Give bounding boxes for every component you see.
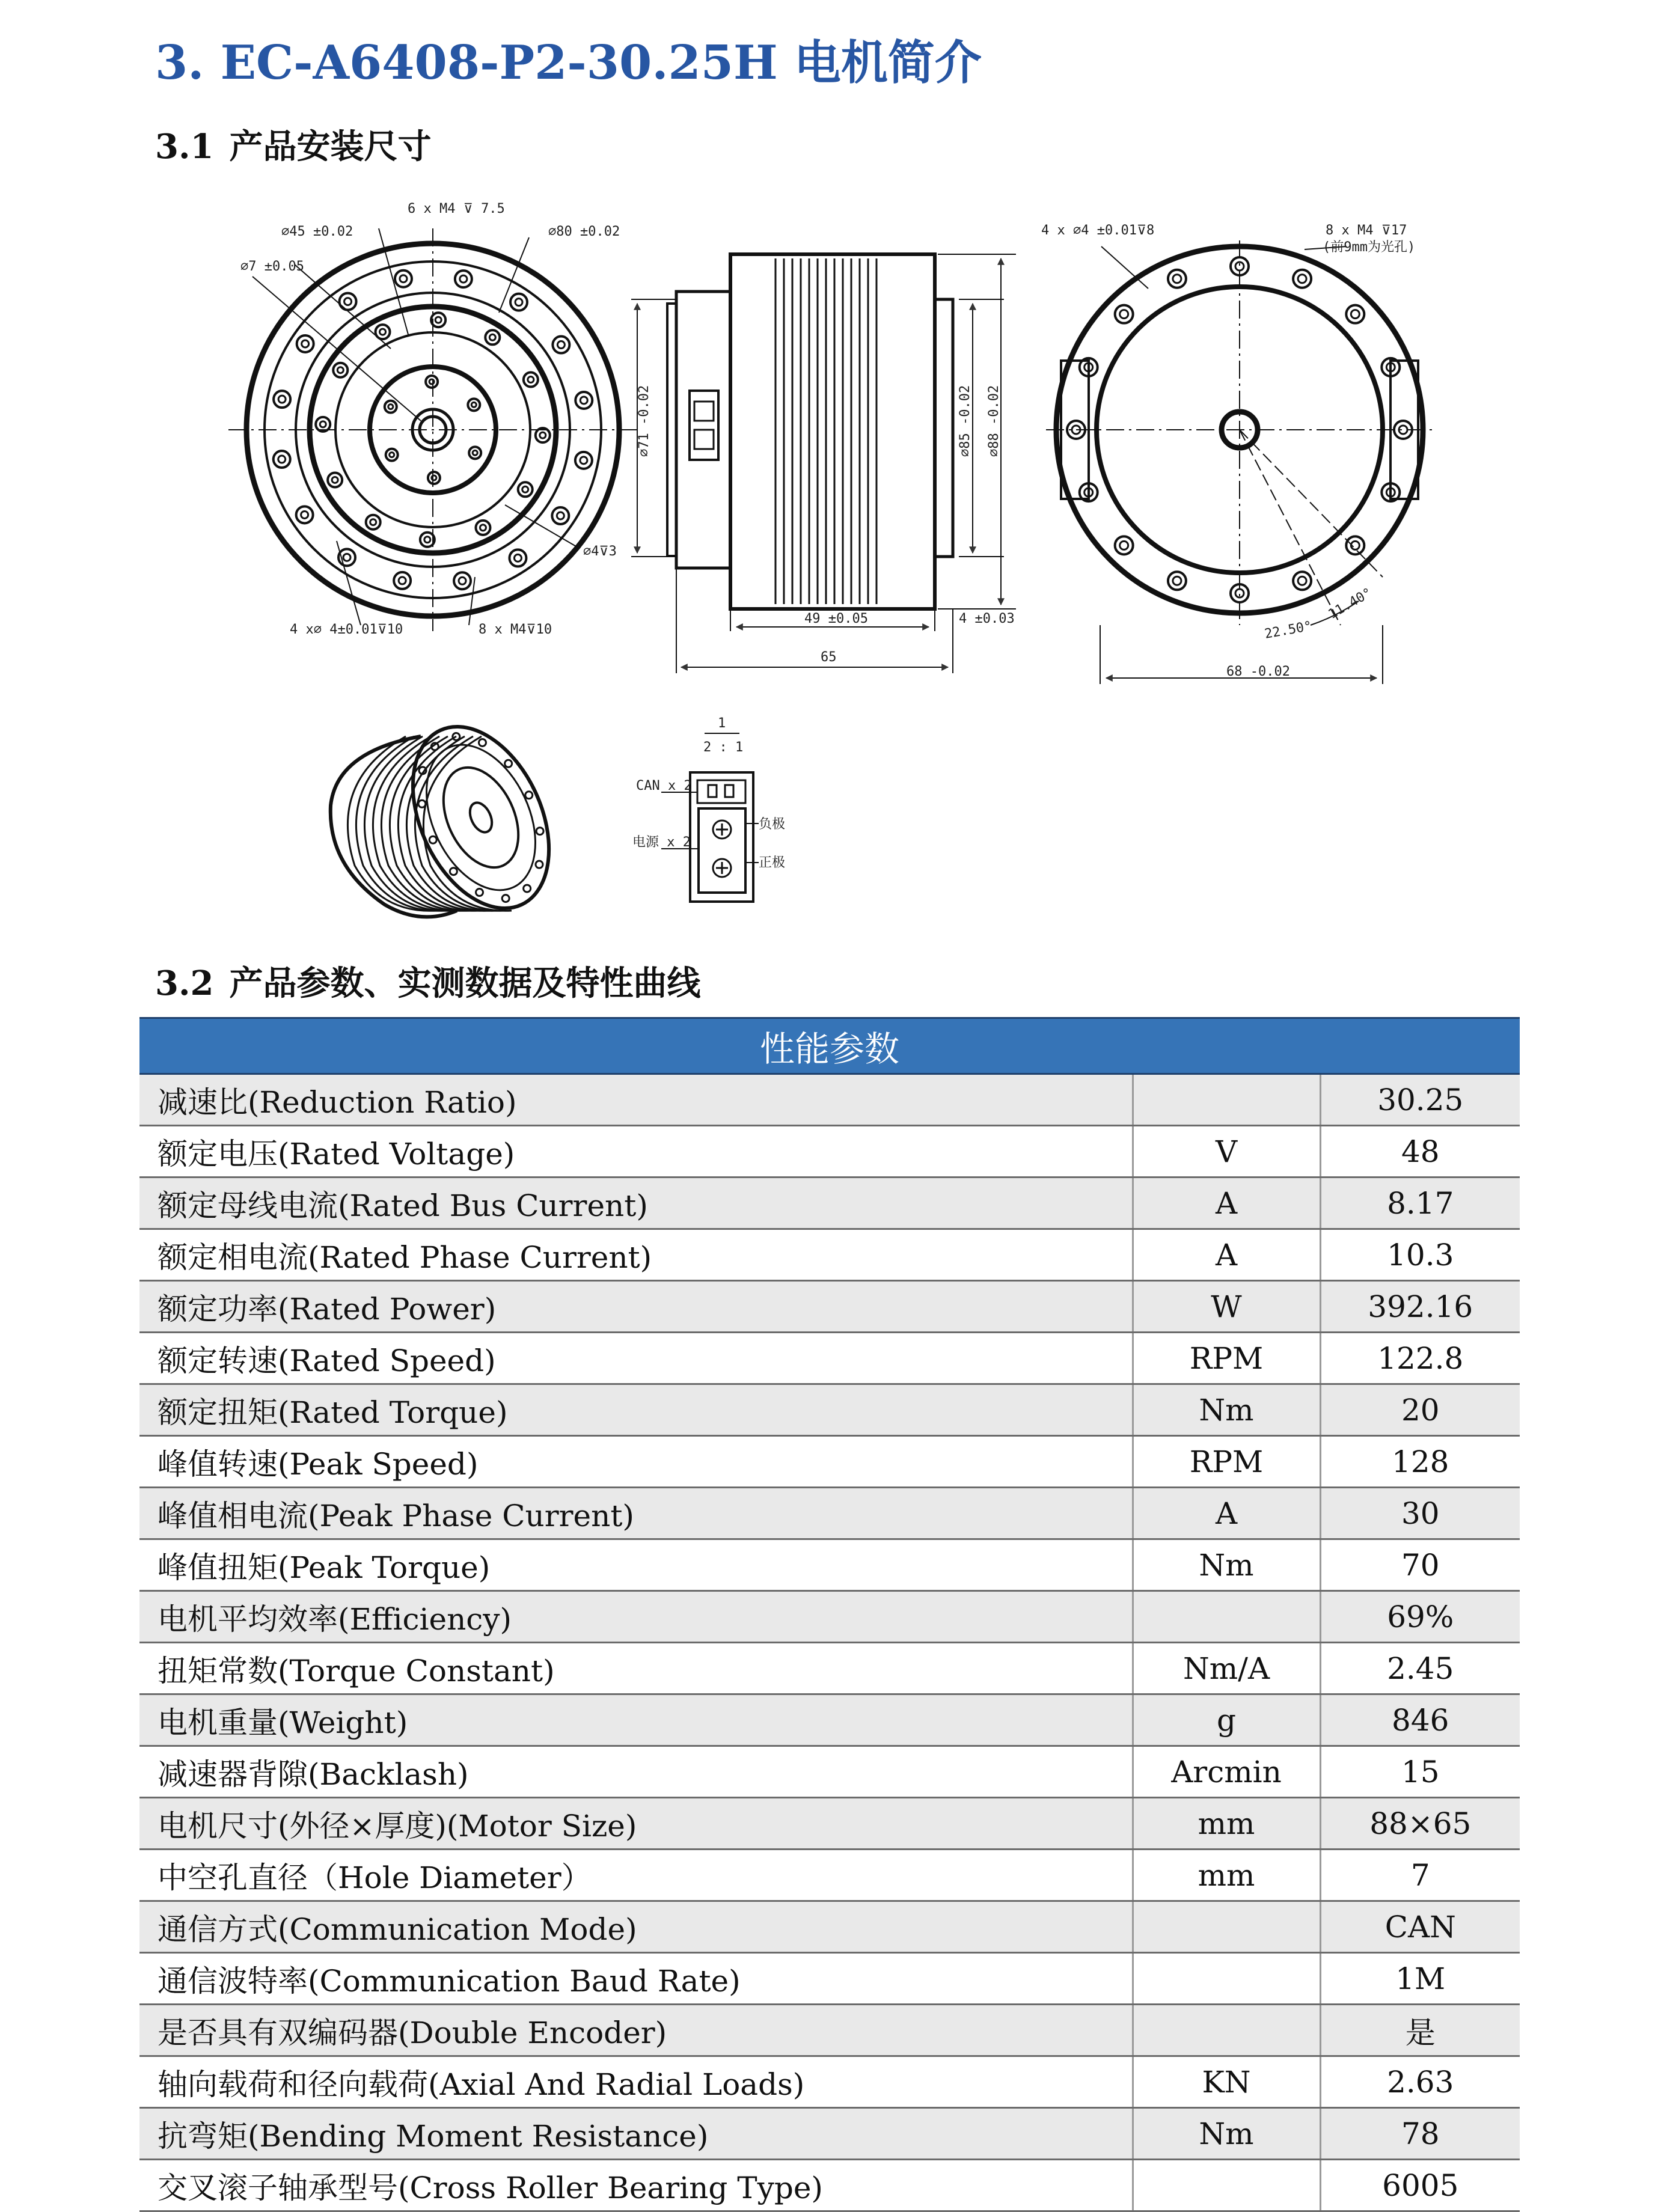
connector-detail-drawing xyxy=(661,733,759,902)
param-name-cell: 额定电压(Rated Voltage) xyxy=(139,1126,1133,1178)
table-row xyxy=(139,1850,1520,1901)
param-value-cell: 8.17 xyxy=(1320,1178,1520,1229)
table-row xyxy=(139,1126,1520,1178)
svg-text:2 : 1: 2 : 1 xyxy=(703,740,744,755)
param-unit-cell: g xyxy=(1133,1694,1320,1746)
front-view-labels xyxy=(240,201,620,637)
param-unit-cell: A xyxy=(1133,1488,1320,1539)
param-value-cell: 69% xyxy=(1320,1591,1520,1643)
param-name-cell: 减速器背隙(Backlash) xyxy=(139,1746,1133,1798)
param-name-cell: 电机尺寸(外径×厚度)(Motor Size) xyxy=(139,1798,1133,1850)
param-name-cell: 额定相电流(Rated Phase Current) xyxy=(139,1229,1133,1281)
param-unit-cell xyxy=(1133,1591,1320,1643)
svg-text:CAN x 2: CAN x 2 xyxy=(636,778,692,793)
param-unit-cell xyxy=(1133,2160,1320,2211)
param-name-cell: 电机重量(Weight) xyxy=(139,1694,1133,1746)
param-value-cell: 6005 xyxy=(1320,2160,1520,2211)
param-unit-cell: Nm/A xyxy=(1133,1643,1320,1694)
installation-drawings xyxy=(0,180,1658,956)
svg-text:⌀4⊽3: ⌀4⊽3 xyxy=(583,544,617,559)
param-name-cell: 减速比(Reduction Ratio) xyxy=(139,1074,1133,1126)
param-name-cell: 峰值扭矩(Peak Torque) xyxy=(139,1539,1133,1591)
param-value-cell: 15 xyxy=(1320,1746,1520,1798)
param-value-cell: 88×65 xyxy=(1320,1798,1520,1850)
param-unit-cell: Nm xyxy=(1133,1539,1320,1591)
param-value-cell: 70 xyxy=(1320,1539,1520,1591)
table-row xyxy=(139,1488,1520,1539)
table-row xyxy=(139,1229,1520,1281)
svg-text:22.50°: 22.50° xyxy=(1263,619,1314,642)
svg-text:⌀71 -0.02: ⌀71 -0.02 xyxy=(637,385,652,457)
section-heading-installation xyxy=(155,120,431,168)
param-value-cell: 846 xyxy=(1320,1694,1520,1746)
param-value-cell: 122.8 xyxy=(1320,1333,1520,1384)
param-value-cell: 30.25 xyxy=(1320,1074,1520,1126)
svg-text:65: 65 xyxy=(821,650,837,665)
param-unit-cell xyxy=(1133,1901,1320,1953)
table-row xyxy=(139,1901,1520,1953)
rear-view-drawing xyxy=(1046,240,1437,684)
param-unit-cell: A xyxy=(1133,1229,1320,1281)
table-row xyxy=(139,1384,1520,1436)
param-unit-cell: V xyxy=(1133,1126,1320,1178)
section-number: 3.1 xyxy=(155,127,214,167)
param-unit-cell: KN xyxy=(1133,2056,1320,2108)
table-row xyxy=(139,1539,1520,1591)
section-heading-parameters xyxy=(155,957,700,1005)
svg-text:4 x⌀ 4±0.01⊽10: 4 x⌀ 4±0.01⊽10 xyxy=(290,622,403,637)
svg-text:8 x M4 ⊽17: 8 x M4 ⊽17 xyxy=(1326,223,1407,238)
svg-text:电源 x 2: 电源 x 2 xyxy=(632,835,691,850)
table-row xyxy=(139,1798,1520,1850)
svg-text:1: 1 xyxy=(718,716,726,731)
svg-text:⌀45 ±0.02: ⌀45 ±0.02 xyxy=(281,224,353,239)
svg-text:6 x M4 ⊽ 7.5: 6 x M4 ⊽ 7.5 xyxy=(408,201,505,216)
param-name-cell: 峰值转速(Peak Speed) xyxy=(139,1436,1133,1488)
table-row xyxy=(139,2056,1520,2108)
table-row xyxy=(139,2160,1520,2211)
table-body xyxy=(139,1074,1520,2211)
param-name-cell: 额定扭矩(Rated Torque) xyxy=(139,1384,1133,1436)
svg-text:正极: 正极 xyxy=(759,855,786,870)
isometric-view-drawing xyxy=(331,705,576,930)
param-unit-cell: Nm xyxy=(1133,1384,1320,1436)
param-value-cell: 7 xyxy=(1320,1850,1520,1901)
table-row xyxy=(139,1281,1520,1333)
param-name-cell: 是否具有双编码器(Double Encoder) xyxy=(139,2005,1133,2056)
svg-text:11.40°: 11.40° xyxy=(1326,585,1375,623)
table-row xyxy=(139,2108,1520,2160)
param-unit-cell: RPM xyxy=(1133,1333,1320,1384)
param-name-cell: 通信波特率(Communication Baud Rate) xyxy=(139,1953,1133,2005)
param-name-cell: 电机平均效率(Efficiency) xyxy=(139,1591,1133,1643)
table-row xyxy=(139,1746,1520,1798)
svg-text:⌀7 ±0.05: ⌀7 ±0.05 xyxy=(240,259,304,274)
front-view-drawing xyxy=(228,228,637,631)
param-value-cell: 20 xyxy=(1320,1384,1520,1436)
table-row xyxy=(139,1178,1520,1229)
param-unit-cell: W xyxy=(1133,1281,1320,1333)
param-name-cell: 通信方式(Communication Mode) xyxy=(139,1901,1133,1953)
svg-text:8 x M4⊽10: 8 x M4⊽10 xyxy=(479,622,552,637)
param-name-cell: 额定母线电流(Rated Bus Current) xyxy=(139,1178,1133,1229)
param-value-cell: 1M xyxy=(1320,1953,1520,2005)
param-unit-cell: A xyxy=(1133,1178,1320,1229)
table-row xyxy=(139,1436,1520,1488)
param-unit-cell xyxy=(1133,1953,1320,2005)
section-title: 产品参数、实测数据及特性曲线 xyxy=(229,964,701,1003)
svg-text:68 -0.02: 68 -0.02 xyxy=(1226,664,1290,679)
page-heading: 3. EC-A6408-P2-30.25H 电机简介 xyxy=(155,35,982,90)
param-value-cell: 392.16 xyxy=(1320,1281,1520,1333)
table-row xyxy=(139,1694,1520,1746)
svg-text:(前9mm为光孔): (前9mm为光孔) xyxy=(1323,240,1416,255)
table-header: 性能参数 xyxy=(139,1018,1520,1074)
table-row xyxy=(139,1333,1520,1384)
param-value-cell: 78 xyxy=(1320,2108,1520,2160)
param-name-cell: 轴向载荷和径向载荷(Axial And Radial Loads) xyxy=(139,2056,1133,2108)
param-value-cell: 10.3 xyxy=(1320,1229,1520,1281)
param-name-cell: 交叉滚子轴承型号(Cross Roller Bearing Type) xyxy=(139,2160,1133,2211)
table-row xyxy=(139,1953,1520,2005)
table-row xyxy=(139,1591,1520,1643)
param-unit-cell: Arcmin xyxy=(1133,1746,1320,1798)
param-value-cell: 2.63 xyxy=(1320,2056,1520,2108)
param-name-cell: 中空孔直径（Hole Diameter） xyxy=(139,1850,1133,1901)
param-name-cell: 额定功率(Rated Power) xyxy=(139,1281,1133,1333)
side-view-drawing xyxy=(631,254,1016,673)
param-value-cell: 30 xyxy=(1320,1488,1520,1539)
param-name-cell: 扭矩常数(Torque Constant) xyxy=(139,1643,1133,1694)
param-unit-cell xyxy=(1133,2005,1320,2056)
param-value-cell: 48 xyxy=(1320,1126,1520,1178)
svg-text:49 ±0.05: 49 ±0.05 xyxy=(804,611,868,626)
section-number: 3.2 xyxy=(155,964,214,1003)
param-name-cell: 抗弯矩(Bending Moment Resistance) xyxy=(139,2108,1133,2160)
param-unit-cell: RPM xyxy=(1133,1436,1320,1488)
param-unit-cell: Nm xyxy=(1133,2108,1320,2160)
svg-text:4 ±0.03: 4 ±0.03 xyxy=(959,611,1015,626)
section-title: 产品安装尺寸 xyxy=(229,127,432,167)
svg-text:⌀88 -0.02: ⌀88 -0.02 xyxy=(987,385,1002,457)
svg-text:⌀85 -0.02: ⌀85 -0.02 xyxy=(958,385,973,457)
performance-parameters-table xyxy=(139,1017,1520,2212)
param-name-cell: 峰值相电流(Peak Phase Current) xyxy=(139,1488,1133,1539)
param-unit-cell: mm xyxy=(1133,1850,1320,1901)
param-unit-cell: mm xyxy=(1133,1798,1320,1850)
param-name-cell: 额定转速(Rated Speed) xyxy=(139,1333,1133,1384)
param-value-cell: 128 xyxy=(1320,1436,1520,1488)
param-value-cell: CAN xyxy=(1320,1901,1520,1953)
table-row xyxy=(139,1643,1520,1694)
param-value-cell: 2.45 xyxy=(1320,1643,1520,1694)
table-row xyxy=(139,1074,1520,1126)
svg-text:负极: 负极 xyxy=(759,817,786,832)
svg-text:⌀80 ±0.02: ⌀80 ±0.02 xyxy=(548,224,620,239)
param-value-cell: 是 xyxy=(1320,2005,1520,2056)
table-row xyxy=(139,2005,1520,2056)
svg-text:4 x ⌀4 ±0.01⊽8: 4 x ⌀4 ±0.01⊽8 xyxy=(1041,223,1155,238)
param-unit-cell xyxy=(1133,1074,1320,1126)
